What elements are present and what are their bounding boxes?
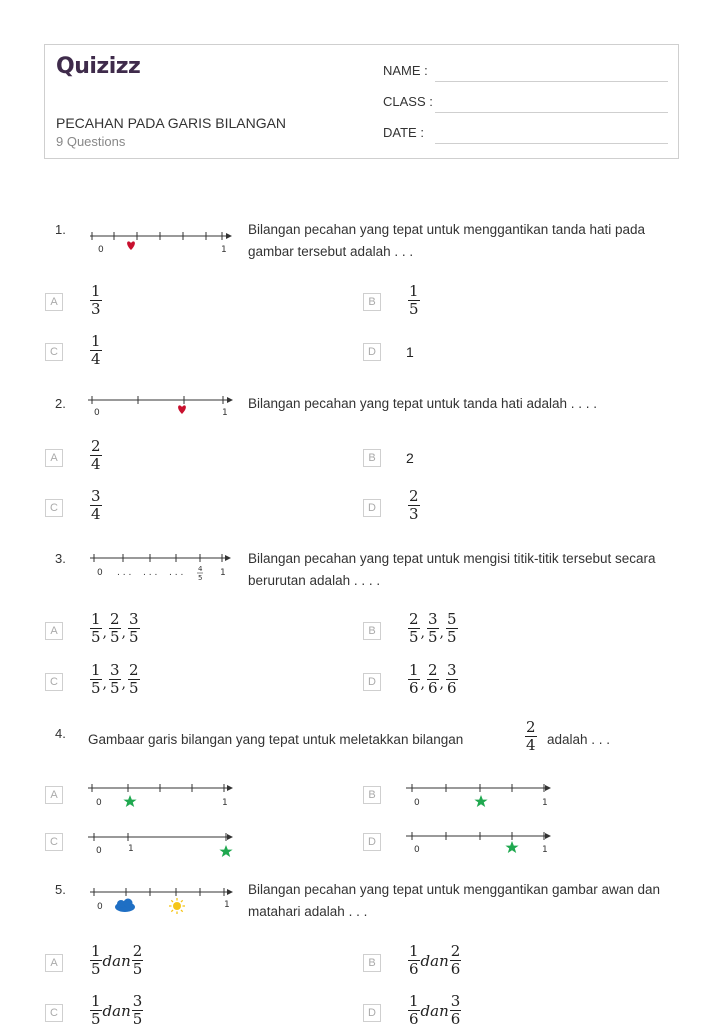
- number-line-figure: [90, 551, 232, 585]
- start-label: 0: [97, 902, 103, 912]
- option-c-box[interactable]: C: [45, 343, 63, 361]
- option-d-number-line[interactable]: [406, 829, 552, 857]
- end-label: 1: [542, 845, 548, 855]
- star-icon: [474, 795, 487, 807]
- option-b-answer: $\frac{1}{5}$: [409, 282, 419, 318]
- question-text-end: adalah . . .: [547, 732, 611, 747]
- dots-label: . . .: [117, 568, 132, 578]
- question-number: 5.: [55, 882, 66, 897]
- option-a-number-line[interactable]: [88, 781, 234, 807]
- start-label: 0: [414, 798, 420, 808]
- end-label: 1: [542, 798, 548, 808]
- question-text: Bilangan pecahan yang tepat untuk menggantikan tanda hati pada gambar tersebut adalah . . .: [248, 222, 646, 259]
- question-number: 2.: [55, 396, 66, 411]
- arrow-head-icon: [545, 833, 551, 839]
- sun-icon: [169, 898, 185, 914]
- worksheet-title: PECAHAN PADA GARIS BILANGAN: [56, 115, 287, 131]
- question-text: Bilangan pecahan yang tepat untuk mengisi titik-titik tersebut secara berurutan adalah . . . .: [248, 551, 656, 588]
- question-number: 3.: [55, 551, 66, 566]
- option-c-answer: $\frac{1}{4}$: [91, 332, 101, 368]
- arrow-head-icon: [226, 233, 232, 239]
- quizizz-logo: Quizizz: [56, 54, 141, 79]
- name-label: NAME :: [383, 63, 428, 78]
- end-label: 1: [224, 900, 230, 910]
- option-d-answer: $\frac{2}{3}$: [409, 487, 419, 523]
- option-d-answer: 1: [406, 344, 414, 360]
- star-icon: [505, 841, 518, 853]
- question-text: Gambaar garis bilangan yang tepat untuk meletakkan bilangan: [88, 732, 464, 747]
- question-fraction: $\frac{2}{4}$: [526, 718, 536, 754]
- option-c-box[interactable]: C: [45, 499, 63, 517]
- end-label: 1: [222, 798, 228, 808]
- star-icon: [123, 795, 136, 807]
- option-b-number-line[interactable]: [406, 781, 552, 807]
- option-a-box[interactable]: A: [45, 449, 63, 467]
- option-a-box[interactable]: A: [45, 293, 63, 311]
- question-number: 4.: [55, 726, 66, 741]
- option-b-box[interactable]: B: [363, 449, 381, 467]
- option-b-box[interactable]: B: [363, 786, 381, 804]
- name-line: [435, 81, 668, 82]
- start-label: 0: [414, 845, 420, 855]
- option-d-box[interactable]: D: [363, 1004, 381, 1022]
- star-icon: [219, 845, 232, 857]
- number-line-figure: [90, 885, 236, 917]
- option-d-box[interactable]: D: [363, 499, 381, 517]
- end-label: 1: [220, 568, 226, 578]
- option-b-answer: $\frac{2}{5}$ , $\frac{3}{5}$ , $\frac{5}{5}$: [409, 610, 457, 646]
- class-line: [435, 112, 668, 113]
- arrow-head-icon: [227, 397, 233, 403]
- end-label: 1: [221, 245, 227, 255]
- date-line: [435, 143, 668, 144]
- dots-label: . . .: [143, 568, 158, 578]
- arrow-head-icon: [227, 889, 233, 895]
- option-d-answer: $\frac{1}{6}$ dan $\frac{3}{6}$: [409, 992, 461, 1028]
- date-label: DATE :: [383, 125, 424, 140]
- question-text: Bilangan pecahan yang tepat untuk menggantikan gambar awan dan matahari adalah . . .: [248, 882, 661, 919]
- option-a-answer: $\frac{1}{5}$ , $\frac{2}{5}$ , $\frac{3}{5}$: [91, 610, 139, 646]
- number-line-figure: [90, 228, 232, 256]
- option-b-box[interactable]: B: [363, 622, 381, 640]
- question-text: Bilangan pecahan yang tepat untuk tanda hati adalah . . . .: [248, 396, 598, 411]
- question-number: 1.: [55, 222, 66, 237]
- start-label: 0: [96, 846, 102, 856]
- arrow-head-icon: [225, 555, 231, 561]
- option-a-answer: $\frac{2}{4}$: [91, 437, 101, 473]
- start-label: 0: [94, 408, 100, 418]
- start-label: 0: [98, 245, 104, 255]
- option-b-box[interactable]: B: [363, 293, 381, 311]
- option-a-answer: $\frac{1}{3}$: [91, 282, 101, 318]
- end-label: 1: [222, 408, 228, 418]
- option-b-answer: $\frac{1}{6}$ dan $\frac{2}{6}$: [409, 942, 461, 978]
- option-c-box[interactable]: C: [45, 673, 63, 691]
- start-label: 0: [96, 798, 102, 808]
- fraction-numerator: 4: [198, 565, 203, 573]
- option-c-answer: $\frac{1}{5}$ , $\frac{3}{5}$ , $\frac{2}{5}$: [91, 661, 139, 697]
- question-count: 9 Questions: [56, 134, 126, 149]
- class-label: CLASS :: [383, 94, 433, 109]
- heart-icon: [178, 405, 186, 414]
- option-c-box[interactable]: C: [45, 1004, 63, 1022]
- option-d-box[interactable]: D: [363, 833, 381, 851]
- option-a-box[interactable]: A: [45, 786, 63, 804]
- start-label: 0: [97, 568, 103, 578]
- option-d-box[interactable]: D: [363, 343, 381, 361]
- option-a-answer: $\frac{1}{5}$ dan $\frac{2}{5}$: [91, 942, 143, 978]
- arrow-head-icon: [227, 785, 233, 791]
- option-c-answer: $\frac{3}{4}$: [91, 487, 101, 523]
- option-b-box[interactable]: B: [363, 954, 381, 972]
- option-c-number-line[interactable]: [88, 830, 234, 860]
- arrow-head-icon: [545, 785, 551, 791]
- option-d-answer: $\frac{1}{6}$ , $\frac{2}{6}$ , $\frac{3}{6}$: [409, 661, 457, 697]
- option-a-box[interactable]: A: [45, 622, 63, 640]
- arrow-head-icon: [227, 834, 233, 840]
- cloud-icon: [115, 899, 135, 913]
- option-c-box[interactable]: C: [45, 833, 63, 851]
- end-label: 1: [128, 844, 134, 854]
- option-c-answer: $\frac{1}{5}$ dan $\frac{3}{5}$: [91, 992, 143, 1028]
- option-b-answer: 2: [406, 450, 414, 466]
- option-d-box[interactable]: D: [363, 673, 381, 691]
- option-a-box[interactable]: A: [45, 954, 63, 972]
- number-line-figure: [88, 393, 234, 419]
- dots-label: . . .: [169, 568, 184, 578]
- fraction-denominator: 5: [198, 574, 203, 582]
- heart-icon: [127, 241, 135, 250]
